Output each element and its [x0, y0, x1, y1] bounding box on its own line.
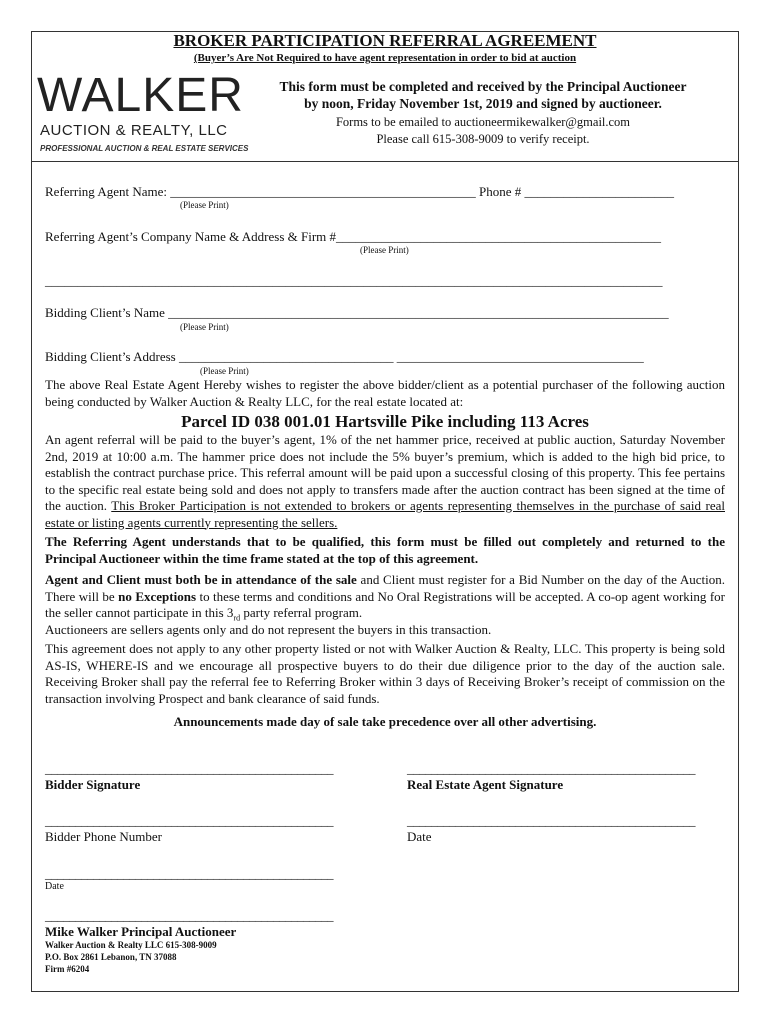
- client-name-hint: (Please Print): [180, 322, 229, 332]
- ordinal-suffix: rd: [233, 613, 241, 623]
- no-exceptions-text: no Exceptions: [118, 588, 197, 604]
- agent-signature-line[interactable]: ________________________________________________: [407, 761, 695, 776]
- bidding-client-address-field[interactable]: Bidding Client’s Address _________________________________ ______________________________________: [45, 349, 644, 364]
- page-title: BROKER PARTICIPATION REFERRAL AGREEMENT: [173, 31, 597, 50]
- bidder-date-label: Date: [45, 881, 64, 892]
- bidder-phone-label: Bidder Phone Number: [45, 829, 162, 844]
- header-divider: [31, 161, 739, 162]
- qualification-paragraph: The Referring Agent understands that to be qualified, this form must be filled out completely and returned to the Principal Auctioneer within the time frame stated at the top of this agreement.: [45, 534, 725, 566]
- parcel-heading: Parcel ID 038 001.01 Hartsville Pike including 113 Acres: [181, 412, 589, 431]
- agent-name-hint: (Please Print): [180, 200, 229, 210]
- company-address-line[interactable]: _______________________________________________________________________________________________: [45, 273, 663, 288]
- referral-exclusion-text: This Broker Participation is not extended to brokers or agents representing themselves in the purchase of said real estate or listing agents currently representing the sellers.: [45, 498, 725, 530]
- company-hint: (Please Print): [360, 245, 409, 255]
- company-logo-subtitle: AUCTION & REALTY, LLC: [40, 122, 228, 139]
- attendance-paragraph: [45, 572, 725, 627]
- attendance-text-3: party referral program.: [240, 605, 363, 620]
- announcements-notice: Announcements made day of sale take precedence over all other advertising.: [173, 714, 597, 729]
- agent-date-line[interactable]: ________________________________________________: [407, 813, 695, 828]
- agent-company-field[interactable]: Referring Agent’s Company Name & Address & Firm #__________________________________________________: [45, 229, 662, 244]
- attendance-text-1: and Client must register for a Bid Number on the day of the Auction. There will be: [45, 572, 725, 604]
- bidder-phone-line[interactable]: ________________________________________________: [45, 813, 333, 828]
- bidder-date-line[interactable]: ________________________________________________: [45, 866, 333, 881]
- agent-signature-label: Real Estate Agent Signature: [407, 777, 564, 792]
- attendance-text-2: to these terms and conditions and No Oral Registrations will be accepted. A co-op agent working for the seller cannot participate in this 3: [45, 588, 726, 620]
- agreement-paragraph: This agreement does not apply to any other property listed or not with Walker Auction & Realty, LLC. This property is being sold AS-IS, WHERE-IS and we encourage all prospective buyers to do their due diligence prior to the day of the auction sale. Receiving Broker shall pay the referral fee to Referring Broker within 3 days of Receiving Broker’s receipt of commission on the transaction involving Prospect and bank clearance of said funds.: [45, 641, 725, 706]
- attendance-requirement: Agent and Client must both be in attendance of the sale: [45, 572, 357, 587]
- referral-text: An agent referral will be paid to the buyer’s agent, 1% of the net hammer price, received at public auction, Saturday November 2nd, 2019 at 10:00 a.m. The hammer price does not include the 5% buyer’s premium, which is added to the high bid price, to establish the contract purchase price. This referral amount will be paid upon a successful closing of this property. This fee pertains to the specific real estate being sold and does not apply to transfers made after the auction contract has been signed at the time of the auction.: [45, 432, 725, 513]
- agent-date-label: Date: [407, 829, 432, 844]
- deadline-notice-line1: This form must be completed and received by the Principal Auctioneer: [279, 79, 687, 94]
- company-logo: WALKER: [37, 69, 244, 122]
- footer-address: P.O. Box 2861 Lebanon, TN 37088: [45, 952, 177, 962]
- phone-instruction: Please call 615-308-9009 to verify receipt.: [376, 132, 590, 146]
- footer-company-phone: Walker Auction & Realty LLC 615-308-9009: [45, 940, 217, 950]
- referring-agent-name-field[interactable]: Referring Agent Name: _______________________________________________ Phone # _______________________: [45, 184, 675, 199]
- intro-paragraph: The above Real Estate Agent Hereby wishes to register the above bidder/client as a potential purchaser of the following auction being conducted by Walker Auction & Realty LLC, for the real estate located at:: [45, 377, 725, 409]
- bidder-signature-line[interactable]: ________________________________________________: [45, 761, 333, 776]
- page-subtitle: (Buyer’s Are Not Required to have agent representation in order to bid at auction: [193, 52, 577, 64]
- footer-firm-number: Firm #6204: [45, 964, 90, 974]
- auctioneer-signature-line[interactable]: ________________________________________________: [45, 908, 333, 923]
- deadline-notice-line2: by noon, Friday November 1st, 2019 and signed by auctioneer.: [304, 96, 662, 111]
- auctioneers-statement: Auctioneers are sellers agents only and do not represent the buyers in this transaction.: [45, 622, 492, 637]
- bidder-signature-label: Bidder Signature: [45, 777, 141, 792]
- client-address-hint: (Please Print): [200, 366, 249, 376]
- company-logo-tagline: PROFESSIONAL AUCTION & REAL ESTATE SERVICES: [40, 144, 249, 153]
- referral-paragraph: [45, 432, 725, 531]
- bidding-client-name-field[interactable]: Bidding Client’s Name _____________________________________________________________________________: [45, 305, 669, 320]
- auctioneer-name: Mike Walker Principal Auctioneer: [45, 924, 237, 939]
- email-instruction: Forms to be emailed to auctioneermikewalker@gmail.com: [335, 115, 631, 129]
